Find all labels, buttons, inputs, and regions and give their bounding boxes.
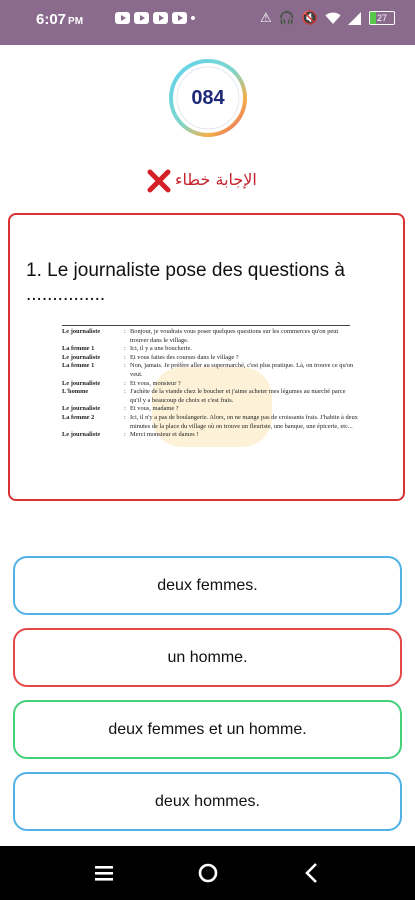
dialog-speaker: Le journaliste	[62, 353, 101, 361]
question-text: 1. Le journaliste pose des questions à ...............	[26, 260, 345, 305]
answer-option-label: deux femmes.	[157, 577, 258, 594]
status-time	[36, 11, 83, 28]
dialog-line	[62, 431, 358, 440]
status-bar	[0, 0, 415, 45]
status-time-ampm: PM	[68, 16, 84, 27]
home-icon[interactable]	[188, 858, 228, 888]
dot-icon	[191, 16, 195, 20]
dialog-top-rule	[62, 325, 350, 326]
dialog-speaker: L'homme	[62, 388, 89, 396]
answer-option-label: deux femmes et un homme.	[108, 721, 307, 738]
question-counter	[168, 58, 248, 138]
dialog-speaker: La femme 1	[62, 362, 95, 370]
dialog-speech: Ici, il n'y a pas de boulangerie. Alors, on ne mange pas de croissants frais. J'habite à deux minutes de la place du village où on trouve un fleuriste, une banque, une épicerie, etc...	[130, 413, 358, 430]
dialog-separator: :	[124, 362, 126, 370]
dialog-line	[62, 362, 358, 379]
dialog-line	[62, 345, 358, 354]
navigation-bar	[0, 846, 415, 900]
dialog-speech: Et vous faites des courses dans le village ?	[130, 353, 239, 361]
dialog-speaker: Le journaliste	[62, 405, 101, 413]
recents-icon[interactable]	[84, 858, 124, 888]
dialog-speech: Non, jamais. Je préfère aller au supermarché, c'est plus pratique. Là, on trouve ce qu'on veut.	[130, 362, 354, 378]
youtube-icon	[115, 12, 130, 24]
dialog-separator: :	[124, 405, 126, 413]
dialog-separator: :	[124, 345, 126, 353]
battery-level: 27	[376, 13, 387, 23]
dialog-speech: Ici, il y a une boucherie.	[130, 345, 192, 353]
answer-option-2[interactable]	[13, 628, 402, 687]
answer-option-4[interactable]	[13, 772, 402, 831]
dialog-image	[62, 325, 358, 495]
mute-icon: 🔇	[301, 10, 318, 25]
answer-option-3[interactable]	[13, 700, 402, 759]
dialog-speaker: La femme 2	[62, 413, 95, 421]
signal-icon	[348, 12, 362, 25]
counter-value: 084	[191, 87, 225, 109]
status-time-value: 6:07	[36, 11, 67, 28]
battery-icon	[369, 11, 395, 25]
answer-option-1[interactable]	[13, 556, 402, 615]
dialog-speaker: La femme 1	[62, 345, 95, 353]
answer-option-label: deux hommes.	[155, 793, 260, 810]
dialog-line	[62, 328, 358, 345]
dialog-separator: :	[124, 413, 126, 421]
dialog-line	[62, 405, 358, 414]
answer-option-label: un homme.	[167, 649, 248, 666]
dialog-line	[62, 388, 358, 405]
dialog-separator: :	[124, 328, 126, 335]
signal-alert-icon: ⚠	[259, 10, 272, 25]
answer-result	[145, 168, 275, 194]
wifi-icon	[325, 12, 341, 25]
youtube-icon	[172, 12, 187, 24]
dialog-speech: Merci monsieur et dames !	[130, 431, 199, 439]
dialog-lines	[62, 328, 358, 440]
back-icon[interactable]	[292, 858, 332, 888]
dialog-separator: :	[124, 379, 126, 387]
dialog-speaker: Le journaliste	[62, 379, 101, 387]
dialog-speech: Bonjour, je voudrais vous poser quelques questions sur les commerces qu'on peut trouver dans le village.	[130, 328, 339, 344]
youtube-icon	[153, 12, 168, 24]
youtube-icon	[134, 12, 149, 24]
dialog-separator: :	[124, 353, 126, 361]
headphones-icon: 🎧	[278, 10, 295, 25]
dialog-line	[62, 380, 358, 389]
dialog-speaker: Le journaliste	[62, 328, 101, 335]
dialog-speech: J'achète de la viande chez le boucher et j'aime acheter mes légumes au marché parce qu'il y a beaucoup de choix et c'est frais.	[130, 388, 346, 404]
dialog-line	[62, 354, 358, 363]
dialog-speaker: Le journaliste	[62, 431, 101, 439]
question-card	[8, 213, 405, 501]
dialog-speech: Et vous, monsieur ?	[130, 379, 181, 387]
notification-icons	[115, 12, 195, 24]
dialog-separator: :	[124, 431, 126, 439]
dialog-speech: Et vous, madame ?	[130, 405, 179, 413]
system-icons	[260, 10, 395, 26]
dialog-separator: :	[124, 388, 126, 396]
cross-icon	[147, 169, 171, 193]
result-text: الإجابة خطاء	[175, 170, 257, 189]
dialog-line	[62, 414, 358, 431]
